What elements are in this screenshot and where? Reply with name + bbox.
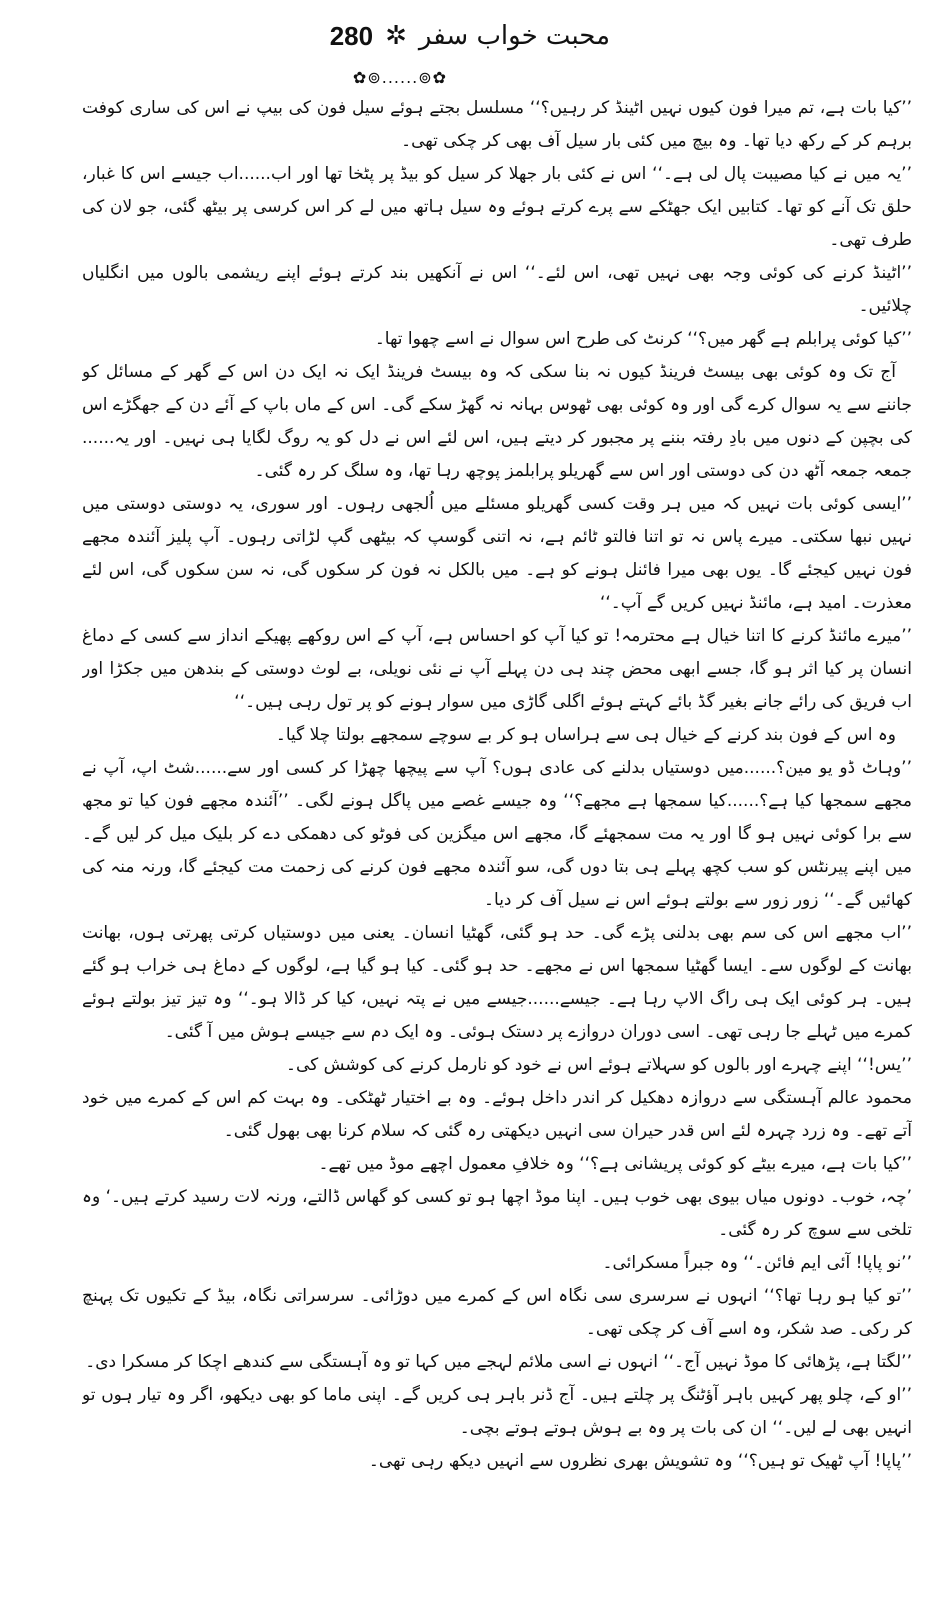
running-header — [270, 14, 610, 58]
paragraph: ’’یہ میں نے کیا مصیبت پال لی ہے۔‘‘ اس نے کئی بار جھلا کر سیل کو بیڈ پر پٹخا تھا اور اب......اب جیسے اس کا غبار، حلق تک آنے کو تھا۔ کتابیں ایک جھٹکے سے پرے کرتے ہوئے وہ سیل ہاتھ میں لے کر اس کرسی پر بیٹھ گئی، جو لان کی طرف تھی۔ — [82, 164, 912, 250]
paragraph: آج تک وہ کوئی بھی بیسٹ فرینڈ کیوں نہ بنا سکی کہ وہ بیسٹ فرینڈ ایک نہ ایک دن اس کے گھر کے مسائل کو جاننے سے یہ سوال کرے گی اور وہ کوئی بھی ٹھوس بہانہ نہ گھڑ سکے گی۔ اس کے ماں باپ کے آئے دن کے جھگڑے اس کی بچپن کے دنوں میں بادِ رفتہ بننے پر مجبور کر دیتے ہیں، اس لئے اس نے دل کو یہ روگ لگایا ہی نہیں۔ اور یہ...... جمعہ جمعہ آٹھ دن کی دوستی اور اس سے گھریلو پرابلمز پوچھ رہا تھا، وہ سلگ کر رہ گئی۔ — [82, 362, 912, 481]
paragraph: ’’تو کیا ہو رہا تھا؟‘‘ انہوں نے سرسری سی نگاہ اس کے کمرے میں دوڑائی۔ سرسراتی نگاہ، بیڈ کے تکیوں تک پہنچ کر رکی۔ صد شکر، وہ اسے آف کر چکی تھی۔ — [82, 1286, 912, 1339]
paragraph: ’’او کے، چلو پھر کہیں باہر آؤٹنگ پر چلتے ہیں۔ آج ڈنر باہر ہی کریں گے۔ اپنی ماما کو بھی دیکھو، اگر وہ تیار ہوں تو انہیں بھی لے لیں۔‘‘ ان کی بات پر وہ بے ہوش ہوتے ہوتے بچی۔ — [82, 1385, 912, 1438]
book-title: محبت خواب سفر — [418, 21, 610, 51]
paragraph: ’’وہاٹ ڈو یو مین؟......میں دوستیاں بدلنے کی عادی ہوں؟ آپ سے پیچھا چھڑا کر کسی اور سے......شٹ اپ، آپ نے مجھے سمجھا کیا ہے؟......کیا سمجھا ہے مجھے؟‘‘ وہ جیسے غصے میں پاگل ہونے لگی۔ ’’آئندہ مجھے فون کیا تو مجھ سے برا کوئی نہیں ہو گا اور یہ مت سمجھئے گا، مجھے اس میگزین کی فوٹو کی دھمکی دے کر بلیک میل کر لیں گے۔ میں اپنے پیرنٹس کو سب کچھ پہلے ہی بتا دوں گی، سو آئندہ مجھے فون کرنے کی زحمت مت کیجئے گا، ورنہ منہ کی کھائیں گے۔‘‘ زور زور سے بولتے ہوئے اس نے سیل آف کر دیا۔ — [82, 758, 912, 910]
star-ornament-icon: ✲ — [385, 21, 407, 51]
paragraph: ’’اب مجھے اس کی سم بھی بدلنی پڑے گی۔ حد ہو گئی، گھٹیا انسان۔ یعنی میں دوستیاں کرتی پھرتی ہوں، بھانت بھانت کے لوگوں سے۔ ایسا گھٹیا سمجھا اس نے مجھے۔ حد ہو گئی۔ کیا ہو گیا ہے، لوگوں کے دماغ ہی خراب ہو گئے ہیں۔ ہر کوئی ایک ہی راگ الاپ رہا ہے۔ جیسے......جیسے میں نے پتہ نہیں، کیا کر ڈالا ہو۔‘‘ وہ تیز تیز بولتے ہوئے کمرے میں ٹہلے جا رہی تھی۔ اسی دوران دروازے پر دستک ہوئی۔ وہ ایک دم سے جیسے ہوش میں آ گئی۔ — [82, 923, 912, 1042]
paragraph: ’’ایسی کوئی بات نہیں کہ میں ہر وقت کسی گھریلو مسئلے میں اُلجھی رہوں۔ اور سوری، یہ دوستی دوستی میں نہیں نبھا سکتی۔ میرے پاس نہ تو اتنا فالتو ٹائم ہے، نہ اتنی گوسپ کہ بیٹھی گپ لڑاتی رہوں۔ آپ پلیز آئندہ مجھے فون نہیں کیجئے گا۔ یوں بھی میرا فائنل ہونے کو ہے۔ میں بالکل نہ فون کر سکوں گی، نہ سن سکوں گی، اس لئے معذرت۔ امید ہے، مائنڈ نہیں کریں گے آپ۔‘‘ — [82, 494, 912, 613]
page-number: 280 — [329, 21, 374, 51]
paragraph: ’’کیا کوئی پرابلم ہے گھر میں؟‘‘ کرنٹ کی طرح اس سوال نے اسے چھوا تھا۔ — [374, 329, 912, 349]
body-text — [82, 92, 912, 1582]
paragraph: ’’میرے مائنڈ کرنے کا اتنا خیال ہے محترمہ! تو کیا آپ کو احساس ہے، آپ کے اس روکھے پھیکے انداز سے کسی کے دماغ انسان پر کیا اثر ہو گا، جسے ابھی محض چند ہی دن پہلے آپ نے نئی نویلی، بے لوث دوستی کے بندھن میں جکڑا اور اب فریق کی رائے جانے بغیر گڈ بائے کہتے ہوئے اگلی گاڑی میں سوار ہونے کو پر تول رہی ہیں۔‘‘ — [82, 626, 912, 712]
paragraph: ’’یس!‘‘ اپنے چہرے اور بالوں کو سہلاتے ہوئے اس نے خود کو نارمل کرنے کی کوشش کی۔ — [286, 1055, 912, 1075]
paragraph: ’’نو پاپا! آئی ایم فائن۔‘‘ وہ جبراً مسکرائی۔ — [602, 1253, 912, 1273]
paragraph: ’’اٹینڈ کرنے کی کوئی وجہ بھی نہیں تھی، اس لئے۔‘‘ اس نے آنکھیں بند کرتے ہوئے اپنے ریشمی بالوں میں انگلیاں چلائیں۔ — [82, 263, 912, 316]
paragraph: ’چہ، خوب۔ دونوں میاں بیوی بھی خوب ہیں۔ اپنا موڈ اچھا ہو تو کسی کو گھاس ڈالتے، ورنہ لات رسید کرتے ہیں۔‘ وہ تلخی سے سوچ کر رہ گئی۔ — [82, 1187, 912, 1240]
paragraph: محمود عالم آہستگی سے دروازہ دھکیل کر اندر داخل ہوئے۔ وہ بے اختیار ٹھٹکی۔ وہ بہت کم اس کے کمرے میں خود آتے تھے۔ وہ زرد چہرہ لئے اس قدر حیران سی انہیں دیکھتی رہ گئی کہ سلام کرنا بھی بھول گئی۔ — [82, 1088, 912, 1141]
paragraph: ’’پاپا! آپ ٹھیک تو ہیں؟‘‘ وہ تشویش بھری نظروں سے انہیں دیکھ رہی تھی۔ — [368, 1451, 912, 1471]
paragraph: ’’لگتا ہے، پڑھائی کا موڈ نہیں آج۔‘‘ انہوں نے اسی ملائم لہجے میں کہا تو وہ آہستگی سے کندھے اچکا کر مسکرا دی۔ — [85, 1352, 912, 1372]
paragraph: وہ اس کے فون بند کرنے کے خیال ہی سے ہراساں ہو کر بے سوچے سمجھے بولتا چلا گیا۔ — [275, 725, 896, 745]
scene-break-ornament: ✿⊚......⊚✿ — [352, 68, 448, 87]
paragraph: ’’کیا بات ہے، میرے بیٹے کو کوئی پریشانی ہے؟‘‘ وہ خلافِ معمول اچھے موڈ میں تھے۔ — [318, 1154, 912, 1174]
paragraph: ’’کیا بات ہے، تم میرا فون کیوں نہیں اٹینڈ کر رہیں؟‘‘ مسلسل بجتے ہوئے سیل فون کی بیپ نے اس کی ساری کوفت برہم کر کے رکھ دیا تھا۔ وہ بیچ میں کئی بار سیل آف بھی کر چکی تھی۔ — [82, 98, 912, 151]
